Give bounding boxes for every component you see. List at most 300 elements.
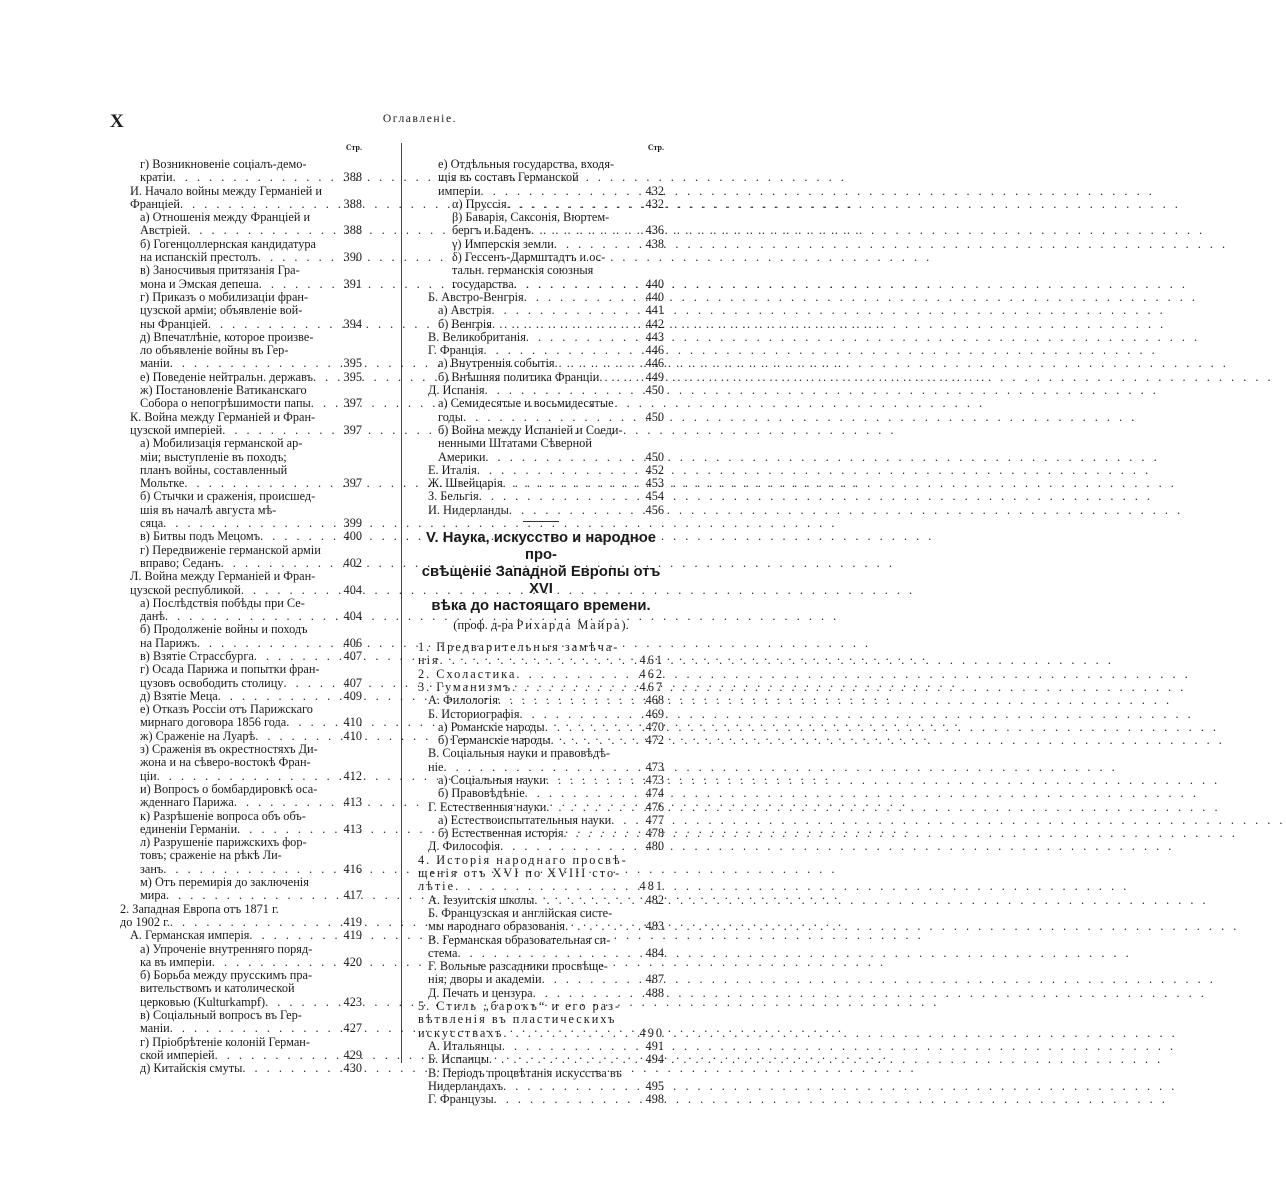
toc-entry-line-text: б) Гогенцоллернская кандидатура [140, 236, 317, 251]
dot-leader [507, 198, 1181, 211]
toc-entry-line [140, 982, 334, 995]
toc-entry [120, 1036, 362, 1063]
toc-entry [120, 650, 362, 663]
toc-page-number: 430 [343, 1061, 362, 1076]
toc-entry-line [438, 827, 636, 840]
toc-page-number: 494 [645, 1052, 664, 1067]
toc-entry-line [428, 960, 636, 973]
toc-entry [418, 504, 664, 517]
toc-entry [418, 1000, 664, 1040]
toc-page-number: 468 [645, 693, 664, 708]
toc-entry-line [140, 224, 334, 237]
toc-entry [418, 477, 664, 490]
toc-entry-line-text: б) Внѣшняя политика Франціи [438, 369, 600, 384]
toc-entry-line [130, 198, 334, 211]
toc-entry-line-text: годы [438, 409, 464, 424]
toc-entry-line [428, 894, 636, 907]
toc-entry [418, 357, 664, 370]
dot-leader [526, 331, 1200, 344]
toc-page-number: 427 [343, 1021, 362, 1036]
toc-entry-text [418, 1000, 636, 1040]
toc-entry-line [140, 889, 334, 902]
toc-entry-line [452, 278, 636, 291]
toc-entry-text [418, 641, 636, 668]
toc-entry-line-text: вительствомъ и католической [140, 981, 295, 996]
toc-entry-line [140, 344, 334, 357]
toc-entry-line-text: г) Пріобрѣтеніе колоній Герман- [140, 1034, 310, 1049]
toc-entry-line-text: б) Венгрія [438, 316, 492, 331]
toc-entry [120, 623, 362, 650]
toc-entry-text [140, 1009, 334, 1036]
toc-entry-line-text: г) Передвиженіе германской арміи [140, 542, 321, 557]
toc-entry-line-text: имперіи [438, 183, 481, 198]
toc-page-number: 450 [645, 409, 664, 424]
toc-entry-line-text: ка въ имперіи [140, 954, 212, 969]
toc-entry-line [428, 761, 636, 774]
toc-page-number: 432 [645, 183, 664, 198]
toc-entry-text [438, 424, 636, 464]
toc-entry-line-text: Д. Философія [428, 839, 501, 854]
toc-entry-text [140, 158, 334, 185]
toc-entry-text [140, 371, 334, 384]
toc-entry-line [120, 916, 334, 929]
section-separator [523, 521, 559, 522]
toc-page-number: 484 [645, 945, 664, 960]
toc-entry-line-text: г) Приказъ о мобилизаціи фран- [140, 289, 309, 304]
toc-entry-line-text: а) Соціальныя науки [438, 772, 546, 787]
toc-entry [120, 384, 362, 411]
toc-entry [120, 371, 362, 384]
toc-entry [120, 903, 362, 930]
toc-entry-line-text: β) Баварія, Саксонія, Вюртем- [452, 210, 610, 225]
toc-entry-line-text: В. Соціальныя науки и правовѣдѣ- [428, 746, 610, 761]
toc-entry-line [438, 171, 636, 184]
dot-leader [481, 185, 1155, 198]
toc-entry-text [438, 721, 636, 734]
toc-entry-line-text: Д. Печать и цензура [428, 985, 533, 1000]
toc-entry-line [140, 384, 334, 397]
toc-page-number: 419 [343, 928, 362, 943]
toc-page-number: 410 [343, 728, 362, 743]
toc-entry [418, 641, 664, 668]
toc-entry-line-text: А. Германская имперія [130, 928, 250, 943]
toc-entry-line [438, 185, 636, 198]
toc-entry-text [140, 331, 334, 371]
toc-entry [418, 464, 664, 477]
toc-entry-line-text: Австріей [140, 223, 188, 238]
toc-entry-line [140, 490, 334, 503]
toc-page-number: 416 [343, 861, 362, 876]
toc-entry [120, 690, 362, 703]
toc-page-number: 446 [645, 343, 664, 358]
toc-entry-line-text: церковью (Kulturkampf) [140, 994, 266, 1009]
toc-entry-line-text: данѣ [140, 609, 165, 624]
toc-page-number: 397 [343, 422, 362, 437]
toc-entry-text [438, 734, 636, 747]
toc-entry-text [438, 304, 636, 317]
toc-page-number: 483 [645, 919, 664, 934]
toc-entry-line-text: б) Естественная исторія [438, 826, 564, 841]
toc-entry-line-text: Б. Историографія [428, 706, 520, 721]
toc-page-number: 395 [343, 356, 362, 371]
toc-entry [418, 827, 664, 840]
toc-entry-line [428, 907, 636, 920]
toc-entry [418, 198, 664, 211]
toc-entry [120, 185, 362, 212]
toc-entry-line-text: цузовъ освободить столицу [140, 675, 284, 690]
dot-leader [498, 694, 1172, 707]
toc-entry-text [140, 810, 334, 837]
toc-entry-text [428, 1093, 636, 1106]
toc-page-number: 410 [343, 715, 362, 730]
toc-entry [418, 1053, 664, 1066]
toc-entry-text [452, 251, 636, 291]
toc-entry [120, 969, 362, 1009]
toc-entry-text [428, 490, 636, 503]
toc-entry-line-text: д) Взятіе Меца [140, 688, 218, 703]
toc-entry-line-text: м) Отъ перемирія до заключенія [140, 875, 309, 890]
toc-page-number: 406 [343, 635, 362, 650]
toc-entry [120, 1062, 362, 1075]
dot-leader [611, 814, 1285, 827]
dot-leader [477, 464, 1151, 477]
toc-page-number: 423 [343, 994, 362, 1009]
toc-page-number: 456 [645, 502, 664, 517]
toc-entry-line-text: в) Битвы подъ Мецомъ [140, 529, 261, 544]
toc-entry-line-text: а) Семидесятые и восьмидесятые [438, 396, 614, 411]
toc-page-number: 413 [343, 795, 362, 810]
toc-page-number: 388 [343, 170, 362, 185]
toc-entry-text [140, 264, 334, 291]
toc-entry-line-text: цузской республикой [130, 582, 241, 597]
toc-entry [120, 158, 362, 185]
dot-leader [525, 787, 1199, 800]
toc-entry-text [428, 344, 636, 357]
toc-entry-text [438, 397, 636, 424]
toc-entry-line [140, 836, 334, 849]
toc-entry-line [428, 1093, 636, 1106]
toc-page-number: 432 [645, 196, 664, 211]
toc-entry-line [140, 264, 334, 277]
toc-page-number: 473 [645, 759, 664, 774]
toc-entry-line [428, 694, 636, 707]
toc-entry-text [438, 774, 636, 787]
toc-entry-line-text: з) Сраженія въ окрестностяхъ Ди- [140, 742, 318, 757]
dot-leader [491, 304, 1165, 317]
toc-entry-line [438, 411, 636, 424]
toc-page-number: 442 [645, 316, 664, 331]
toc-entry-line-text: 1. Предварительныя замѣча- [418, 640, 620, 655]
toc-entry-text [428, 331, 636, 344]
toc-entry-line-text: б) Война между Испаніей и Соеди- [438, 422, 623, 437]
toc-entry-line-text: планъ войны, составленный [140, 462, 288, 477]
toc-entry [418, 668, 664, 681]
toc-page-number: 436 [645, 223, 664, 238]
dot-leader [463, 411, 1137, 424]
toc-entry [120, 437, 362, 490]
dot-leader [494, 1093, 1168, 1106]
toc-entry-line [438, 318, 636, 331]
toc-entry-text [438, 371, 636, 384]
toc-entry-line-text: В. Періодъ процвѣтанія искусства въ [428, 1065, 622, 1080]
toc-entry-line [140, 171, 334, 184]
toc-entry-line-text: на испанскій престолъ [140, 250, 258, 265]
toc-entry-text [140, 663, 334, 690]
toc-entry-line [140, 211, 334, 224]
toc-page-number: 488 [645, 985, 664, 1000]
toc-entry-line-text: цузской имперіей [130, 422, 223, 437]
toc-page-number: 413 [343, 821, 362, 836]
toc-entry-line-text: В. Великобританія [428, 329, 526, 344]
toc-entry-line-text: а) Романскіе народы [438, 719, 545, 734]
toc-entry [418, 1093, 664, 1106]
toc-entry-line [428, 1040, 636, 1053]
toc-entry-line-text: а) Упроченіе внутренняго поряд- [140, 941, 313, 956]
toc-entry-line [428, 331, 636, 344]
toc-entry-line-text: л) Разрушеніе парижскихъ фор- [140, 835, 307, 850]
toc-entry [418, 158, 664, 198]
dot-leader [502, 1040, 1176, 1053]
toc-entry-line [130, 411, 334, 424]
toc-page-number: 476 [645, 799, 664, 814]
toc-entry-line [418, 681, 636, 694]
toc-entry [120, 730, 362, 743]
toc-entry-line-text: Нидерландахъ [428, 1078, 504, 1093]
toc-entry-text [428, 801, 636, 814]
toc-entry [418, 694, 664, 707]
toc-entry-line-text: Е. Италія [428, 462, 477, 477]
toc-entry-text [428, 477, 636, 490]
toc-entry-line [140, 716, 334, 729]
dot-leader [519, 708, 1193, 721]
toc-entry [120, 597, 362, 624]
toc-page-number: 397 [343, 476, 362, 491]
toc-entry-line-text: міи; выступленіе въ походъ; [140, 449, 287, 464]
toc-entry-line [438, 357, 636, 370]
author-name: Рихарда Майра [516, 618, 622, 633]
toc-entry-line [140, 238, 334, 251]
toc-entry-line [140, 1009, 334, 1022]
toc-entry-line [140, 357, 334, 370]
toc-entry-line-text: до 1902 г. [120, 914, 170, 929]
dot-leader [455, 880, 1129, 893]
section-title-line: вѣка до настоящаго времени. [431, 598, 651, 615]
toc-entry-line-text: мы народнаго образованія [428, 919, 566, 934]
toc-entry [120, 703, 362, 730]
toc-entry-line [438, 371, 636, 384]
toc-page-number: 487 [645, 972, 664, 987]
toc-entry [120, 211, 362, 238]
toc-entry [418, 384, 664, 397]
toc-page-number: 402 [343, 555, 362, 570]
toc-entry-line [418, 654, 636, 667]
toc-entry [418, 734, 664, 747]
toc-entry-line-text: в) Соціальный вопросъ въ Гер- [140, 1008, 302, 1022]
toc-page-number: 443 [645, 329, 664, 344]
toc-page-number: 391 [343, 276, 362, 291]
toc-entry-text [428, 934, 636, 961]
toc-entry-text [140, 291, 334, 331]
toc-entry [418, 801, 664, 814]
toc-entry-line [140, 756, 334, 769]
toc-entry-line [140, 371, 334, 384]
toc-entry-line [428, 934, 636, 947]
dot-leader [503, 477, 1177, 490]
dot-leader [516, 668, 1190, 681]
toc-entry-line-text: К. Война между Германіей и Фран- [130, 409, 316, 424]
toc-entry-text [438, 318, 636, 331]
toc-entry-line [140, 650, 334, 663]
toc-entry-line-text: 2. Западная Европа отъ 1871 г. [120, 901, 279, 916]
toc-entry-line [140, 823, 334, 836]
dot-leader [564, 827, 1238, 840]
toc-entry [120, 943, 362, 970]
toc-entry-line-text: Г. Франція [428, 343, 484, 358]
toc-entry-line [140, 158, 334, 171]
toc-entry-line [140, 996, 334, 1009]
toc-entry-line [140, 477, 334, 490]
toc-page-number: 404 [343, 609, 362, 624]
toc-entry-line-text: ціи [140, 768, 157, 783]
toc-entry-line [140, 876, 334, 889]
section-title-line: V. Наука, искусство и народное про- [426, 530, 656, 564]
toc-entry-text [140, 836, 334, 876]
toc-entry-line [438, 397, 636, 410]
dot-leader [479, 490, 1153, 503]
toc-entry-line-text: мира [140, 888, 166, 903]
toc-entry-line [140, 1036, 334, 1049]
toc-entry-text [140, 743, 334, 783]
dot-leader [533, 987, 1207, 1000]
toc-entry-text [140, 211, 334, 238]
toc-entry-line [428, 291, 636, 304]
toc-page-number: 454 [645, 489, 664, 504]
toc-entry [418, 318, 664, 331]
toc-entry-text [140, 238, 334, 265]
toc-entry [418, 371, 664, 384]
toc-entry-text [428, 960, 636, 987]
toc-entry-text [452, 238, 636, 251]
toc-page-number: 474 [645, 786, 664, 801]
toc-entry-line [140, 397, 334, 410]
toc-entry [418, 907, 664, 934]
toc-entry-line-text: сяца [140, 516, 164, 531]
toc-entry-line-text: ны Франціей [140, 316, 208, 331]
toc-entry [418, 681, 664, 694]
toc-entry-text [140, 650, 334, 663]
toc-entry-text [438, 827, 636, 840]
toc-entry-line [438, 774, 636, 787]
toc-page-number: 469 [645, 706, 664, 721]
toc-entry-line [418, 880, 636, 893]
toc-page-number: 399 [343, 516, 362, 531]
toc-entry-line [428, 747, 636, 760]
toc-page-number: 446 [645, 356, 664, 371]
toc-entry-line [140, 610, 334, 623]
toc-entry [418, 1040, 664, 1053]
toc-entry-line-text: И. Начало войны между Германіей и [130, 183, 323, 198]
toc-entry [418, 708, 664, 721]
toc-entry-text [140, 530, 334, 543]
toc-entry-line-text: мирнаго договора 1856 года [140, 715, 287, 730]
toc-entry-line-text: Б. Французская и англійская систе- [428, 905, 613, 920]
toc-entry-line [140, 770, 334, 783]
toc-entry [418, 291, 664, 304]
toc-entry-line [452, 264, 636, 277]
toc-entry-line [428, 344, 636, 357]
dot-leader [503, 1080, 1177, 1093]
toc-entry-line [428, 987, 636, 1000]
section-v-title [418, 530, 664, 615]
toc-entry-text [140, 544, 334, 571]
toc-entry-line-text: б) Германскіе народы [438, 733, 551, 748]
toc-list-right-top [418, 158, 664, 517]
toc-entry-line-text: Д. Испанія [428, 383, 485, 398]
toc-entry-line [140, 304, 334, 317]
toc-entry [120, 743, 362, 783]
toc-entry-line [140, 969, 334, 982]
toc-entry-line-text: щенія отъ XVI по XVIII сто- [418, 866, 622, 881]
toc-entry-line [428, 947, 636, 960]
toc-entry-line [428, 464, 636, 477]
toc-entry-text [428, 694, 636, 707]
toc-entry-line-text: δ) Гессенъ-Дармштадтъ и ос- [452, 250, 606, 265]
toc-page-number: 407 [343, 648, 362, 663]
toc-entry-line [140, 783, 334, 796]
author-prefix: (проф. д-ра [453, 618, 517, 633]
toc-page-number: 467 [639, 679, 664, 694]
toc-entry [120, 490, 362, 530]
toc-entry-line [140, 1062, 334, 1075]
toc-entry-line [140, 597, 334, 610]
toc-page-number: 440 [645, 289, 664, 304]
toc-page-number: 390 [343, 250, 362, 265]
toc-entry-line-text: искусствахъ [418, 1025, 504, 1040]
toc-page-number: 438 [645, 236, 664, 251]
toc-entry-line-text: 4. Исторія народнаго просвѣ- [418, 852, 628, 867]
toc-entry-line [452, 198, 636, 211]
toc-entry-line-text: д) Китайскія смуты [140, 1061, 243, 1076]
toc-entry-line-text: γ) Имперскія земли [452, 236, 554, 251]
toc-entry [120, 411, 362, 438]
toc-entry-line [140, 504, 334, 517]
toc-entry-line-text: единеніи Германіи [140, 821, 238, 836]
toc-entry [120, 810, 362, 837]
toc-entry-line-text: ло объявленіе войны въ Гер- [140, 343, 289, 358]
toc-entry-line-text: на Парижъ [140, 635, 197, 650]
toc-entry-line [452, 224, 636, 237]
toc-page-number: 495 [645, 1078, 664, 1093]
toc-entry-text [438, 814, 636, 827]
toc-entry-line [418, 1027, 636, 1040]
toc-entry-line [140, 251, 334, 264]
toc-entry-line-text: е) Отказъ Россіи отъ Парижскаго [140, 702, 313, 717]
toc-page-number: 388 [343, 223, 362, 238]
toc-entry-line [140, 517, 334, 530]
toc-page-number: 490 [639, 1025, 664, 1040]
toc-entry-line-text: 3. Гуманизмъ [418, 679, 513, 694]
toc-entry [418, 747, 664, 774]
toc-entry-line-text: в) Заносчивыя притязанія Гра- [140, 263, 300, 278]
toc-entry [120, 264, 362, 291]
toc-entry-line [130, 584, 334, 597]
page-number: X [110, 111, 124, 132]
toc-entry-text [428, 291, 636, 304]
toc-entry-text [140, 943, 334, 970]
toc-entry-line-text: а) Внутреннія событія [438, 356, 555, 371]
toc-page-number: 407 [343, 675, 362, 690]
dot-leader [440, 654, 1114, 667]
